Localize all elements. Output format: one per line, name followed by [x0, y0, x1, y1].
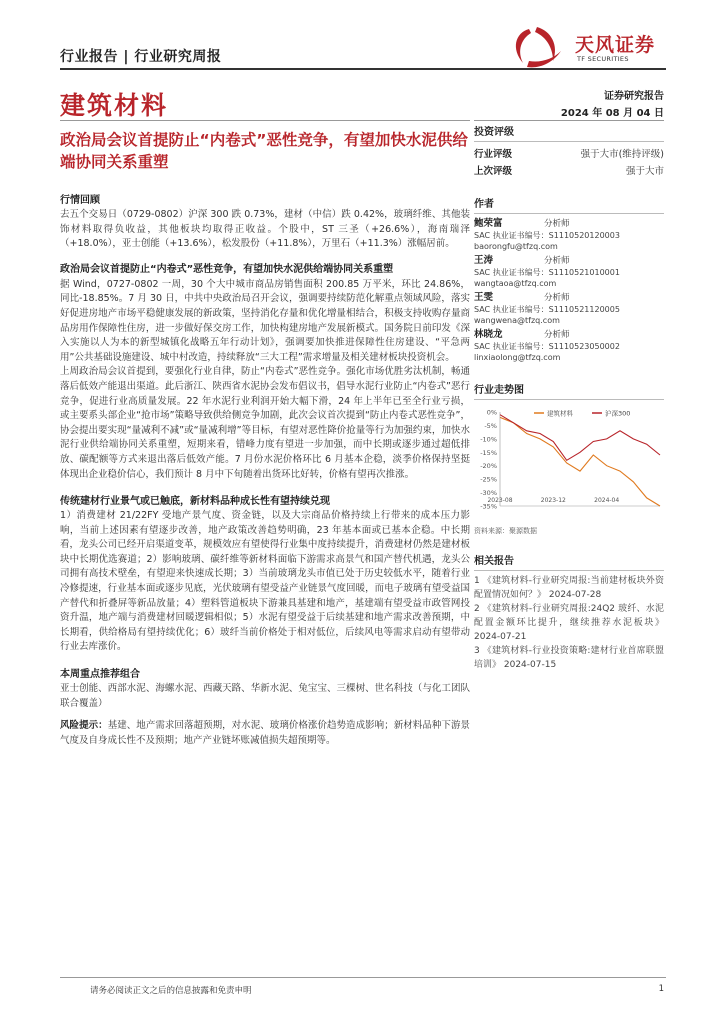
industry-trend-chart — [474, 404, 664, 524]
analyst-license: SAC 执业证书编号：S1110521010001 — [474, 268, 620, 277]
divider — [474, 141, 664, 142]
rating-value: 强于大市(维持评级) — [580, 149, 664, 160]
y-tick-label: -30% — [480, 489, 497, 498]
x-tick-label: 2024-04 — [594, 497, 620, 504]
report-title: 政治局会议首提防止“内卷式”恶性竞争，有望加快水泥供给端协同关系重塑 — [60, 131, 468, 171]
main-body — [60, 191, 470, 748]
section-heading: 本周重点推荐组合 — [60, 669, 140, 681]
analyst-entry — [474, 329, 664, 363]
chart-heading: 行业走势图 — [474, 385, 524, 396]
legend-label: 沪深300 — [605, 409, 631, 418]
section-paragraph: 上周政治局会议首提到，要强化行业自律，防止“内卷式”恶性竞争。强化市场优胜劣汰机制，畅通落后低效产能退出渠道。此后浙江、陕西省水泥协会发布倡议书，倡导水泥行业防止“内卷式”恶行竞争，促进行业高质量发展。22 年水泥行业利润开始大幅下滑，24 年上半年已至全行业亏损，或主要系头部企业“抢市场”策略导致供给侧竞争加剧，此次会议首次提到“防止内卷式恶性竞争”，协会提出要实现“量减利不减”或“量减利增”等目标，有望对恶性降价抢量等行为加强约束，加快水泥行业供给端协同关系重塑，短期来看，错峰力度有望进一步加强，而中长期或逐步通过超低排放、碳配额等方式来退出落后低效产能。7 月份水泥价格环比 6 月基本企稳，淡季价格保持坚挺体现出企业稳价信心，我们预计 8 月中下旬随着出货环比好转，价格有望再次推涨。 — [60, 366, 470, 480]
logo-mark-icon — [503, 23, 573, 71]
risk-label: 风险提示： — [60, 720, 108, 732]
rating-heading: 投资评级 — [474, 127, 514, 138]
analyst-name: 王涛 — [474, 255, 494, 266]
section-paragraph: 去五个交易日（0729-0802）沪深 300 跌 0.73%，建材（中信）跌 0.42%，玻璃纤维、其他装饰材料取得负收益，其他板块均取得正收益。个股中，ST 三圣（+26.6%），海南瑞泽（+18.0%），亚士创能（+13.6%），松发股份（+11.8%），万里石（+11.3%）涨幅居前。 — [60, 209, 470, 250]
analyst-name: 王雯 — [474, 292, 494, 303]
section-heading: 政治局会议首提防止“内卷式”恶性竞争，有望加快水泥供给端协同关系重塑 — [60, 263, 394, 275]
section-heading: 传统建材行业景气或已触底，新材料品种成长性有望持续兑现 — [60, 496, 330, 508]
rating-key: 上次评级 — [474, 166, 513, 177]
title-divider — [60, 120, 470, 121]
y-tick-label: -5% — [484, 421, 497, 430]
footer-disclaimer: 请务必阅读正文之后的信息披露和免责申明 — [90, 986, 252, 996]
divider — [474, 399, 664, 400]
analyst-role: 分析师 — [544, 256, 570, 266]
sidebar — [474, 123, 664, 672]
analyst-entry — [474, 255, 664, 289]
analyst-role: 分析师 — [544, 330, 570, 340]
divider — [474, 213, 664, 214]
section-paragraph: 亚士创能、西部水泥、海螺水泥、西藏天路、华新水泥、兔宝宝、三棵树、世名科技（与化工团队联合覆盖） — [60, 683, 470, 709]
series-line — [500, 415, 660, 461]
rating-row — [474, 146, 664, 160]
section-paragraph: 据 Wind，0727-0802 一周，30 个大中城市商品房销售面积 200.85 万平米，环比 24.86%，同比-18.85%。7 月 30 日，中共中央政治局召开会议，强调要持续防范化解重点领域风险，落实好促进房地产市场平稳健康发展的新政策，坚持消化存量和优化增量相结合，积极支持收购存量商品房用作保障性住房，进一步做好保交房工作，加快构建房地产发展新模式。国务院日前印发《深入实施以人为本的新型城镇化战略五年行动计划》，强调要加快推进保障性住房建设、“平急两用”公共基础设施建设、城中村改造，持续释放“三大工程”需求增量及相关建材板块投资机会。 — [60, 278, 470, 363]
related-report-link[interactable]: 1 《建筑材料-行业研究周报:当前建材板块外资配置情况如何？》 2024-07-28 — [474, 576, 664, 600]
sidebar-divider — [474, 120, 664, 121]
analyst-name: 林晓龙 — [474, 329, 503, 340]
analyst-email[interactable]: wangtaoa@tfzq.com — [474, 279, 557, 288]
rating-value: 强于大市 — [625, 166, 664, 177]
analyst-entry — [474, 292, 664, 326]
section-paragraph: 1）消费建材 21/22FY 受地产景气度、资金链，以及大宗商品价格持续上行带来的成本压力影响，当前上述因素有望逐步改善，地产政策改善趋势明确，23 年基本面或已基本企稳。中长期看，龙头公司已经开启渠道变革，规模效应有望使得行业集中度持续提升，消费建材仍然是建材板块中长期优选赛道；2）影响玻璃、碳纤维等新材料面临下游需求高景气和国产替代机遇，龙头公司拥有高技术壁垒，有望迎来快速成长期；3）当前玻璃龙头市值已处于历史较低水平，随着行业冷修提速，行业基本面或逐步见底，光伏玻璃有望受益产业链景气度回暖，而电子玻璃有望受益国产替代和折叠屏等新品放量；4）塑料管道板块下游兼具基建和地产，基建端有望受益市政管网投资升温，地产端与消费建材回暖逻辑相似；5）水泥有望受益于后续基建和地产需求改善预期，中长期看，供给格局有望持续优化；6）玻纤当前价格处于相对低位，后续风电等需求启动有望带动行业去库涨价。 — [60, 510, 470, 653]
y-tick-label: -20% — [480, 462, 497, 471]
report-date: 2024 年 08 月 04 日 — [560, 108, 664, 119]
divider — [474, 570, 664, 571]
analyst-email[interactable]: linxiaolong@tfzq.com — [474, 353, 561, 362]
related-report-link[interactable]: 2 《建筑材料-行业研究周报:24Q2 玻纤、水泥配置金额环比提升，继续推荐水泥板块》 2024-07-21 — [474, 604, 664, 642]
rating-key: 行业评级 — [474, 149, 513, 160]
page-number: 1 — [658, 984, 664, 994]
risk-warning — [60, 719, 470, 748]
authors-heading: 作者 — [474, 199, 494, 210]
analyst-role: 分析师 — [544, 219, 570, 229]
y-tick-label: -10% — [480, 435, 497, 444]
footer-divider — [60, 977, 666, 978]
logo-text: 天风证券 — [575, 34, 656, 56]
report-kind: 证券研究报告 — [604, 91, 664, 102]
analyst-email[interactable]: wangwena@tfzq.com — [474, 316, 560, 325]
legend-label: 建筑材料 — [547, 409, 573, 418]
risk-text: 基建、地产需求回落超预期，对水泥、玻璃价格涨价趋势造成影响；新材料品种下游景气度及自身成长性不及预期；地产产业链坏账减值损失超预期等。 — [60, 720, 470, 746]
related-report-link[interactable]: 3 《建筑材料-行业投资策略:建材行业首席联盟培训》 2024-07-15 — [474, 646, 664, 670]
analyst-email[interactable]: baorongfu@tfzq.com — [474, 242, 558, 251]
header-divider — [60, 68, 666, 70]
industry-name: 建筑材料 — [60, 91, 169, 120]
y-tick-label: 0% — [486, 408, 497, 417]
series-line — [500, 417, 660, 506]
y-tick-label: -25% — [480, 475, 497, 484]
chart-source: 资料来源：聚源数据 — [474, 527, 537, 535]
x-tick-label: 2023-12 — [540, 497, 566, 504]
logo-subtext: TF SECURITIES — [577, 55, 629, 63]
y-tick-label: -15% — [480, 448, 497, 457]
y-tick-label: -35% — [480, 502, 497, 511]
x-tick-label: 2023-08 — [487, 497, 513, 504]
analyst-name: 鲍荣富 — [474, 218, 503, 229]
related-heading: 相关报告 — [474, 556, 514, 567]
rating-row — [474, 163, 664, 177]
analyst-role: 分析师 — [544, 293, 570, 303]
analyst-license: SAC 执业证书编号：S1110523050002 — [474, 342, 620, 351]
analyst-entry — [474, 218, 664, 252]
section-heading: 行情回顾 — [60, 195, 100, 206]
report-type: 行业报告 | 行业研究周报 — [60, 49, 222, 65]
analyst-license: SAC 执业证书编号：S1110520120003 — [474, 231, 620, 240]
company-logo — [503, 23, 673, 71]
analyst-license: SAC 执业证书编号：S1110521120005 — [474, 305, 620, 314]
